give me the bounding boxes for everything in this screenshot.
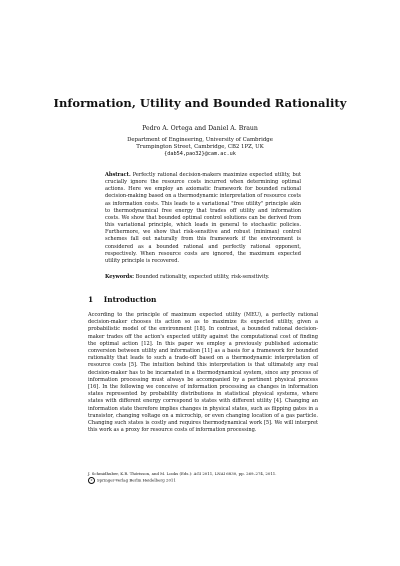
abstract-label: Abstract. [105, 172, 131, 178]
keywords-text: Bounded rationality, expected utility, risk-sensitivity. [135, 274, 270, 280]
introduction-paragraph: According to the principle of maximum expected utility (MEU), a perfectly rational decision-maker chooses its action so as to maximize its expected utility, given a probabilistic model of the environment [18]. In contrast, a bounded rational decision-maker trades off the action's expected utility against the computational cost of finding the optimal action [12]. In this paper we employ a previously published axiomatic conversion between utility and information [11] as a basis for a framework for bounded rationality that leads to such a trade-off based on a thermodynamic interpretation of resource costs [5]. The intuition behind this interpretation is that ultimately any real decision-maker has to be incarnated in a thermodynamical system, since any process of information processing must always be accompanied by a pertinent physical process [16]. In the following we conceive of information processing as changes in information states represented by probability distributions in statistical physical systems, where states with different energy correspond to states with different utility [4]. Changing an information state therefore implies changes in physical states, such as flipping gates in a transistor, changing voltage on a microchip, or even changing location of a gas particle. Changing such states is costly and requires thermodynamical work [5]. We will interpret this work as a proxy for resource costs of information processing. [88, 312, 318, 434]
footnote [88, 471, 318, 484]
abstract-text: Perfectly rational decision-makers maximize expected utility, but crucially ignore the resource costs incurred when determining optimal actions. Here we employ an axiomatic framework for bounded rational decision-making based on a thermodynamic interpretation of resource costs as information costs. This leads to a variational "free utility" principle akin to thermodynamical free energy that trades off utility and information costs. We show that bounded optimal control solutions can be derived from this variational principle, which leads in general to stochastic policies. Furthermore, we show that risk-sensitive and robust (minimax) control schemes fall out naturally from this framework if the environment is considered as a bounded rational and perfectly rational opponent, respectively. When resource costs are ignored, the maximum expected utility principle is recovered. [105, 172, 301, 264]
footnote-citation: J. Schmidhuber, K.R. Thórisson, and M. Looks (Eds.): AGI 2011, LNAI 6830, pp. 269–274, 2011. [88, 471, 277, 476]
affiliation-line-address: Trumpington Street, Cambridge, CB2 1PZ, UK [136, 144, 264, 151]
keywords [105, 274, 301, 281]
keywords-label: Keywords: [105, 274, 135, 280]
section-heading [88, 295, 156, 304]
affiliation-line-department: Department of Engineering, University of Cambridge [127, 137, 273, 143]
footnote-copyright [88, 477, 318, 484]
abstract [105, 172, 301, 265]
paper-authors: Pedro A. Ortega and Daniel A. Braun [142, 125, 258, 132]
affiliation-block [0, 137, 400, 159]
footnote-publisher: Springer-Verlag Berlin Heidelberg 2011 [97, 477, 176, 482]
copyright-icon: c [88, 477, 95, 484]
affiliation-email[interactable]: {dab54,pao32}@cam.ac.uk [164, 151, 236, 158]
paper-title: Information, Utility and Bounded Rationality [53, 96, 347, 110]
section-title: Introduction [103, 295, 157, 304]
section-number: 1 [88, 295, 94, 304]
